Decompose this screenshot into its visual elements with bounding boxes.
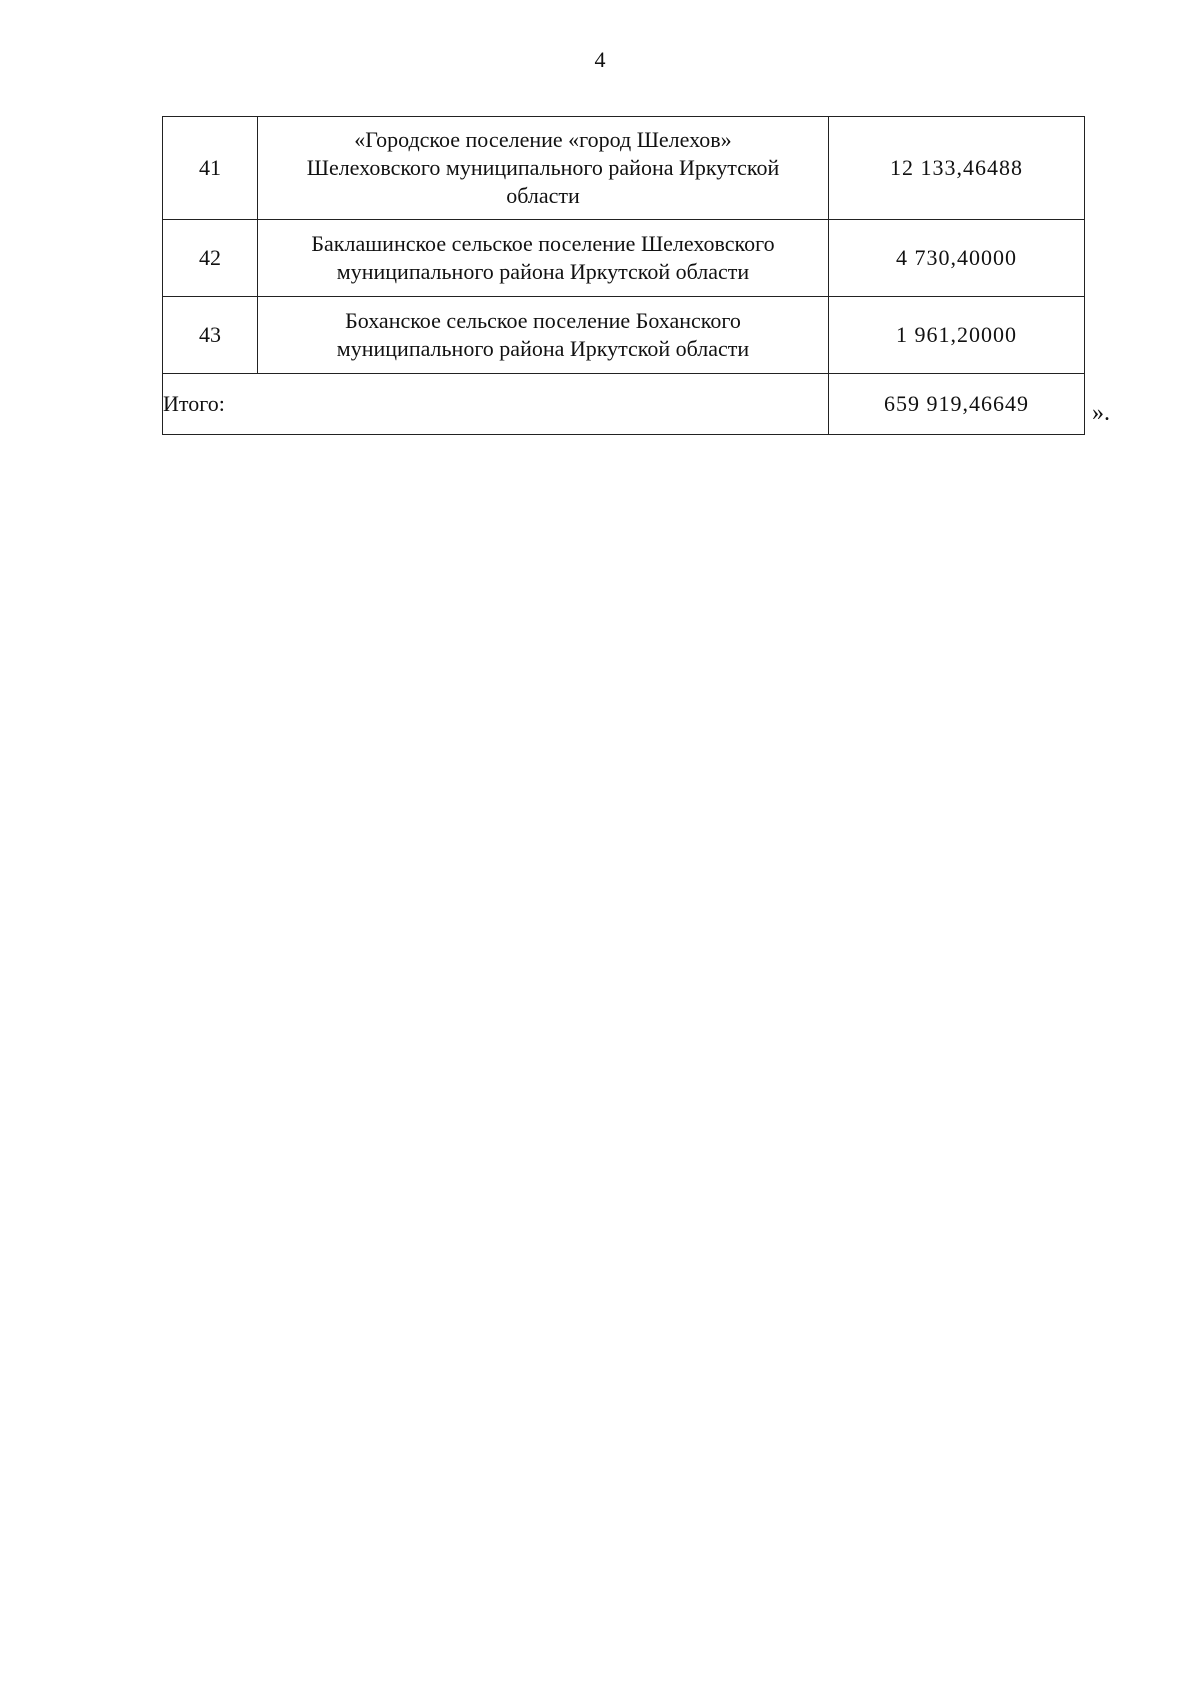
settlement-name-cell xyxy=(258,117,829,220)
settlement-name-line: Шелеховского муниципального района Иркутской xyxy=(306,155,780,180)
allocation-table xyxy=(162,116,1085,435)
row-number-cell: 41 xyxy=(163,117,258,220)
table-row xyxy=(163,117,1085,220)
total-label: Итого: xyxy=(163,374,829,435)
amount-cell: 12 133,46488 xyxy=(829,117,1085,220)
row-number-cell: 42 xyxy=(163,220,258,297)
settlement-name-line: Баклашинское сельское поселение Шелеховского xyxy=(311,231,775,256)
settlement-name-line: Боханское сельское поселение Боханского xyxy=(345,308,741,333)
settlement-name-line: муниципального района Иркутской области xyxy=(336,259,750,284)
page-number: 4 xyxy=(594,47,606,72)
settlement-name-line: «Городское поселение «город Шелехов» xyxy=(354,127,732,152)
settlement-name-line: муниципального района Иркутской области xyxy=(336,336,750,361)
total-amount-cell: 659 919,46649 xyxy=(829,374,1085,435)
amount-cell: 4 730,40000 xyxy=(829,220,1085,297)
settlement-name-cell xyxy=(258,220,829,297)
settlement-name-cell xyxy=(258,297,829,374)
table-row xyxy=(163,220,1085,297)
amount-cell: 1 961,20000 xyxy=(829,297,1085,374)
row-number-cell: 43 xyxy=(163,297,258,374)
settlement-name-line: области xyxy=(506,183,580,208)
closing-quote-mark: ». xyxy=(1092,400,1110,426)
table-row xyxy=(163,297,1085,374)
total-row xyxy=(163,374,1085,435)
